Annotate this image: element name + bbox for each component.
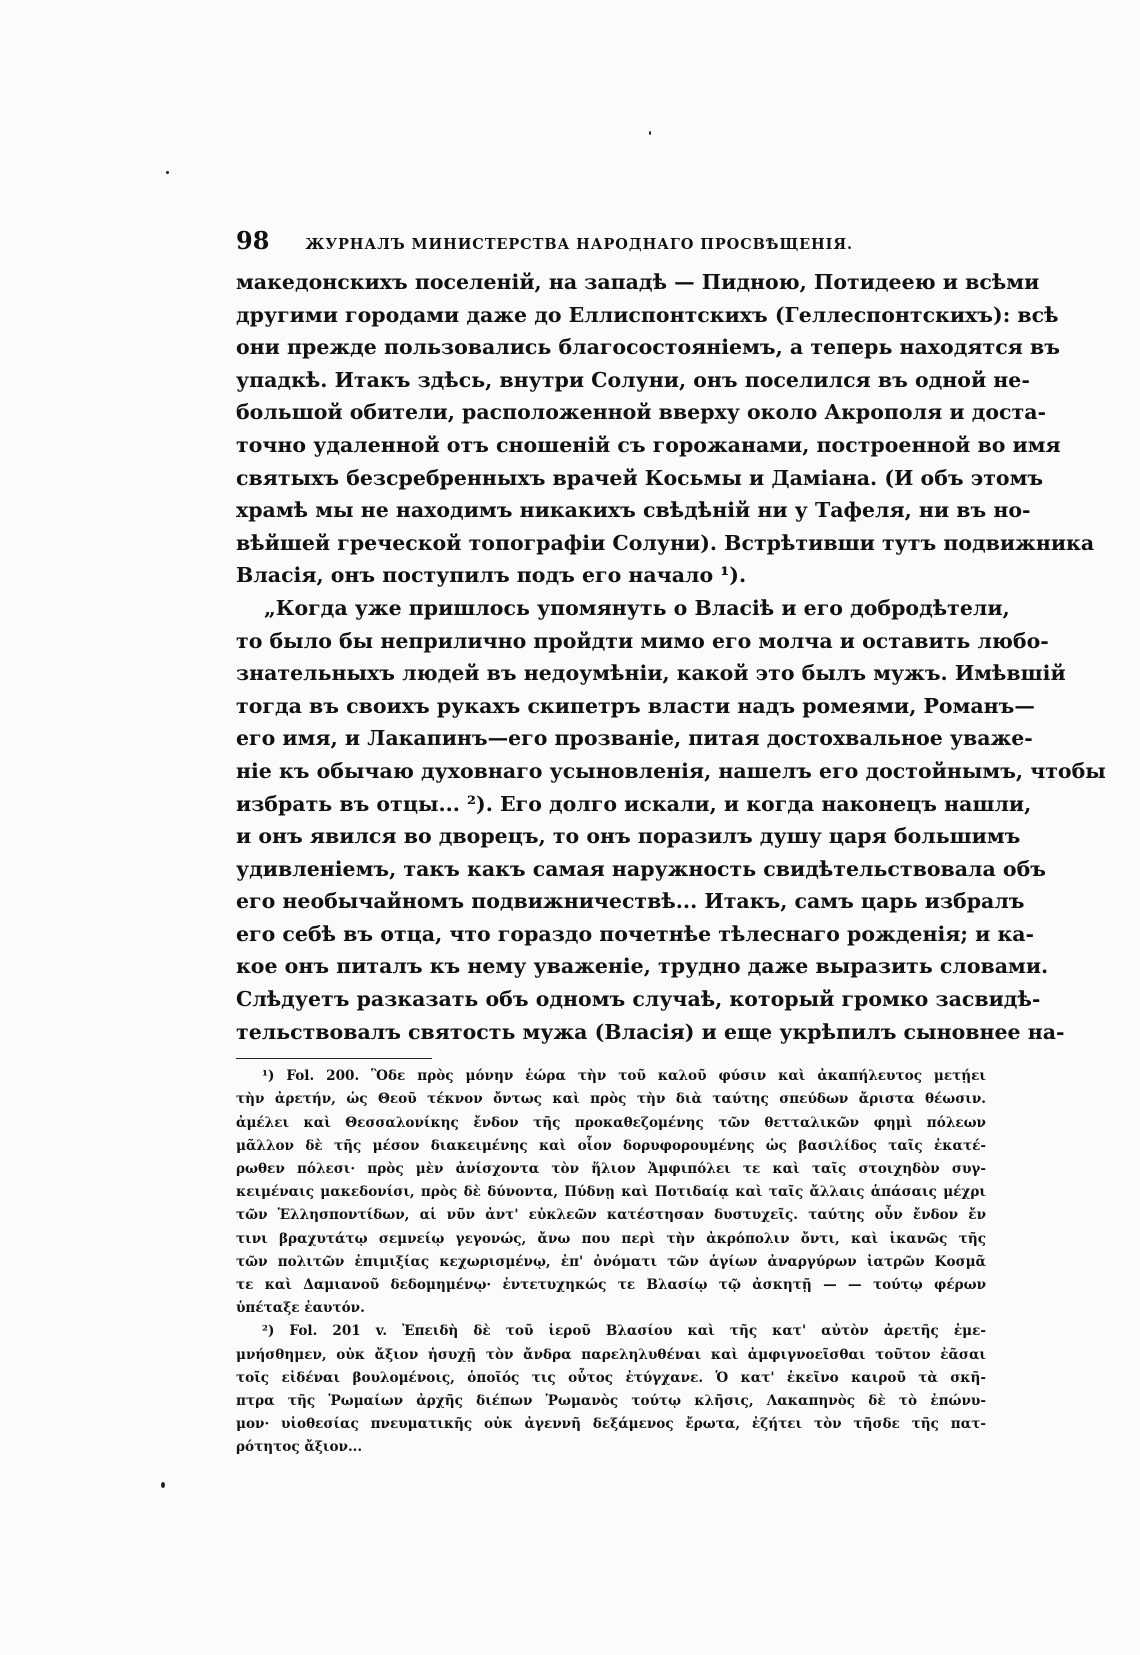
footnote-line: τὴν ἀρετήν, ὡς Θεοῦ τέκνον ὄντως καὶ πρὸς τὴν διὰ ταύτης σπεύδων ἄριστα θέωσιν. [236,1091,986,1108]
footnote-line: ὑπέταξε ἑαυτόν. [236,1300,365,1317]
footnote-line: μνήσθημεν, οὐκ ἄξιον ἡσυχῇ τὸν ἄνδρα παρεληλυθέναι καὶ ἀμφιγνοεῖσθαι τοῦτον ἐᾶσαι [236,1346,986,1363]
main-text [236,266,1106,1048]
text-line: кое онъ питалъ къ нему уваженіе, трудно даже выразить словами. [236,954,1049,979]
text-line: и онъ явился во дворецъ, то онъ поразилъ душу царя большимъ [236,824,1021,849]
text-line: Власія, онъ поступилъ подъ его начало ¹). [236,563,747,588]
ink-speck [649,131,651,135]
running-head: ЖУРНАЛЪ МИНИСТЕРСТВА НАРОДНАГО ПРОСВѢЩЕНІЯ. [305,236,853,253]
footnote-line: τοῖς εἰδέναι βουλομένοις, ὁποῖός τις οὗτος ἐτύγχανε. Ὁ κατ' ἐκεῖνο καιροῦ τὰ σκῆ- [236,1369,986,1386]
footnote-line: τε καὶ Δαμιανοῦ δεδομημένῳ· ἐντετυχηκώς τε Βλασίῳ τῷ ἀσκητῇ — — τούτῳ φέρων [236,1276,986,1293]
text-line: удивленіемъ, такъ какъ самая наружность свидѣтельствовала объ [236,856,1046,881]
footnote-line: τῶν Ἑλλησποντίδων, αἱ νῦν ἀντ' εὐκλεῶν κατέστησαν δυστυχεῖς. ταύτης οὖν ἔνδον ἔν [236,1207,986,1224]
text-line: его имя, и Лакапинъ—его прозваніе, питая достохвальное уваже- [236,726,1033,751]
text-line: знательныхъ людей въ недоумѣніи, какой это былъ мужъ. Имѣвшій [236,661,1066,686]
footnote-line: ¹) Fol. 200. Ὃδε πρὸς μόνην ἑώρα τὴν τοῦ καλοῦ φύσιν καὶ ἀκαπήλευτος μετῄει [262,1068,986,1085]
footnote-line: ²) Fol. 201 v. Ἐπειδὴ δὲ τοῦ ἱεροῦ Βλασίου καὶ τῆς κατ' αὐτὸν ἀρετῆς ἐμε- [262,1323,986,1340]
footnote-line: τῶν πολιτῶν ἐπιμιξίας κεχωρισμένῳ, ἐπ' ὀνόματι τῶν ἁγίων ἀναργύρων ἰατρῶν Κοσμᾶ [236,1253,986,1270]
text-line: вѣйшей греческой топографіи Солуни). Встрѣтивши тутъ подвижника [236,530,1095,555]
text-line: они прежде пользовались благосостояніемъ, а теперь находятся въ [236,335,1060,360]
text-line: Слѣдуетъ разказать объ одномъ случаѣ, который громко засвидѣ- [236,987,1041,1012]
footnote-line: τινι βραχυτάτῳ σεμνείῳ γεγονώς, ἄνω που περὶ τὴν ἀκρόπολιν ὄντι, καὶ ἱκανῶς τῆς [236,1230,986,1247]
text-line: его необычайномъ подвижничествѣ... Итакъ, самъ царь избралъ [236,889,1025,914]
text-line: тогда въ своихъ рукахъ скипетръ власти надъ ромеями, Романъ— [236,693,1035,718]
ink-speck [166,171,169,174]
footnote-line: πτρα τῆς Ῥωμαίων ἀρχῆς διέπων Ῥωμανὸς τούτῳ κλῆσις, Λακαπηνὸς δὲ τὸ ἐπώνυ- [236,1392,986,1409]
book-page [236,226,1106,1459]
footnotes [236,1065,986,1459]
footnote-line: ἀμέλει καὶ Θεσσαλονίκης ἔνδον τῆς προκαθεζομένης τῶν θετταλικῶν φημὶ πόλεων [236,1114,986,1131]
text-line: его себѣ въ отца, что гораздо почетнѣе тѣлеснаго рожденія; и ка- [236,921,1035,946]
footnote-line: μον· υἱοθεσίας πνευματικῆς οὐκ ἀγεννῆ δεξάμενος ἔρωτα, ἐζήτει τὸν τῆσδε τῆς πατ- [236,1416,986,1433]
text-line: тельствовалъ святость мужа (Власія) и еще укрѣпилъ сыновнее на- [236,1019,1065,1044]
text-line: то было бы неприлично пройдти мимо его молча и оставить любо- [236,628,1049,653]
text-line: большой обители, расположенной вверху около Акрополя и доста- [236,400,1047,425]
footnote-rule [236,1058,432,1059]
footnote-line: ρότητος ἄξιον... [236,1439,363,1456]
text-line: македонскихъ поселеній, на западѣ — Пидною, Потидеею и всѣми [236,270,1040,294]
text-line: другими городами даже до Еллиспонтскихъ (Геллеспонтскихъ): всѣ [236,302,1059,327]
page-header [236,226,986,266]
text-line: ніе къ обычаю духовнаго усыновленія, нашелъ его достойнымъ, чтобы [236,758,1106,783]
text-line: точно удаленной отъ сношеній съ горожанами, построенной во имя [236,432,1061,457]
footnote-line: κειμέναις μακεδονίσι, πρὸς δὲ δύνοντα, Πύδνῃ καὶ Ποτιδαίᾳ καὶ ταῖς ἄλλαις ἁπάσαις μέχρι [236,1184,986,1201]
footnote-line: ρωθεν πόλεσι· πρὸς μὲν ἀνίσχοντα τὸν ἥλιον Ἀμφιπόλει τε καὶ ταῖς στοιχηδὸν συγ- [236,1161,986,1177]
footnote-line: μᾶλλον δὲ τῆς μέσον διακειμένης καὶ οἷον δορυφορουμένης ὡς βασιλίδος ταῖς ἑκατέ- [236,1137,986,1154]
text-line: „Когда уже пришлось упомянуть о Власіѣ и его добродѣтели, [264,595,1010,620]
text-line: храмѣ мы не находимъ никакихъ свѣдѣній ни у Тафеля, ни въ но- [236,498,1031,523]
text-line: упадкѣ. Итакъ здѣсь, внутри Солуни, онъ поселился въ одной не- [236,367,1030,392]
page-number: 98 [236,226,270,255]
ink-speck [161,1482,165,1488]
text-line: святыхъ безсребренныхъ врачей Косьмы и Даміана. (И объ этомъ [236,465,1044,490]
text-line: избрать въ отцы... ²). Его долго искали, и когда наконецъ нашли, [236,791,1032,816]
